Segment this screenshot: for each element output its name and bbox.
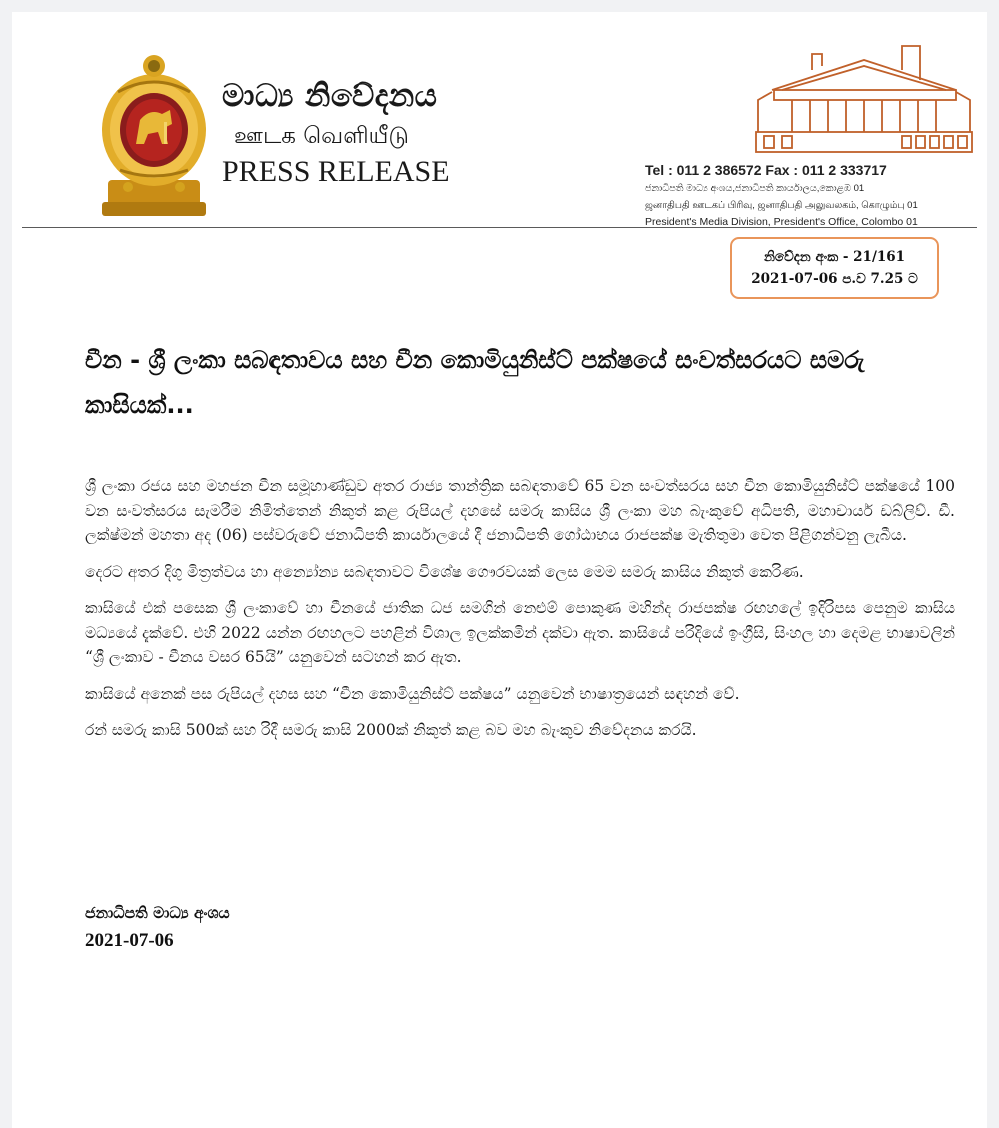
header-divider: [22, 227, 977, 228]
signature-date: 2021-07-06: [85, 930, 174, 951]
contact-details: [645, 160, 977, 231]
reference-number-box: [730, 237, 939, 299]
body-text: [85, 474, 955, 755]
headline: චීන - ශ්‍රී ලංකා සබඳතාවය සහ චීන කොමියුනිස්ට් පක්ෂයේ සංවත්සරයට සමරු කාසියක්...: [85, 346, 865, 419]
paragraph-2: දෙරට අතර දිගු මිත්‍රත්වය හා අන්‍යෝන්‍ය සබඳතාවට විශේෂ ගෞරවයක් ලෙස මෙම සමරු කාසිය නිකුත් කෙරිණ.: [85, 562, 804, 581]
press-release-title-block: [222, 74, 502, 190]
paragraph-1: ශ්‍රී ලංකා රජය සහ මහජන චීන සමූහාණ්ඩුව අතර රාජ්‍ය තාන්ත්‍රික සබඳතාවේ 65 වන සංවත්සරය සහ චීන කොමියුනිස්ට් පක්ෂයේ 100 වන සංවත්සරය සැමරීම නිමිත්තෙන් නිකුත් කළ රුපියල් දහසේ සමරු කාසිය ශ්‍රී ලංකා මහ බැංකුවේ අධිපති, මහාචාර්ය ඩබ්ලිව්. ඩී. ලක්ෂ්මන් මහතා අද (06) පස්වරුවේ ජනාධිපති කාර්යාලයේ දී ජනාධිපති ගෝඨාභය රාජපක්ෂ මැතිතුමා වෙත පිළිගන්වනු ලැබීය.: [85, 477, 955, 544]
paragraph-3: කාසියේ එක් පසෙක ශ්‍රී ලංකාවේ හා චීනයේ ජාතික ධජ සමගින් නෙළුම් පොකුණ මහින්ද රාජපක්ෂ රඟහලේ ඉදිරිපස පෙනුම කාසිය මධ්‍යයේ දැක්වේ. එහි 2022 යන්න රඟහලට පහළින් විශාල ඉලක්කමින් දක්වා ඇත. කාසියේ පරිදියේ ඉංග්‍රීසි, සිංහල හා දෙමළ භාෂාවලින් “ශ්‍රී ලංකාව - චීනය වසර 65යි” යනුවෙන් සටහන් කර ඇත.: [85, 599, 955, 666]
press-release-page: [12, 12, 987, 1128]
title-english: PRESS RELEASE: [222, 155, 450, 188]
address-english: President's Media Division, President's Office, Colombo 01: [645, 216, 918, 228]
title-sinhala: මාධ්‍ය නිවේදනය: [222, 78, 438, 114]
phone-fax-numbers: Tel : 011 2 386572 Fax : 011 2 333717: [645, 162, 887, 178]
release-datetime: 2021-07-06 ප.ව 7.25 ට: [751, 271, 918, 287]
paragraph-5: රන් සමරු කාසි 500ක් සහ රිදී සමරු කාසි 2000ක් නිකුත් කළ බව මහ බැංකුව නිවේදනය කරයි.: [85, 721, 697, 739]
address-tamil: ஜனாதிபதி ஊடகப் பிரிவு, ஜனாதிபதி அலுவலகம், கொழும்பு 01: [645, 200, 918, 211]
title-tamil: ஊடக வெளியீடு: [234, 123, 409, 149]
signature-office: ජනාධිපති මාධ්‍ය අංශය: [85, 903, 230, 922]
sri-lanka-emblem-icon: [98, 52, 210, 220]
address-sinhala: ජනාධිපති මාධ්‍ය අංශය,ජනාධිපති කාර්යාලය,කොළඹ 01: [645, 183, 865, 194]
signature-block: [85, 900, 230, 956]
release-number: නිවේදන අංක - 21/161: [763, 249, 906, 265]
paragraph-4: කාසියේ අනෙක් පස රුපියල් දහස සහ “චීන කොමියුනිස්ට් පක්ෂය” යනුවෙන් භාෂාත්‍රයෙන් සඳහන් වේ.: [85, 684, 740, 703]
presidential-secretariat-building-icon: [752, 40, 976, 155]
